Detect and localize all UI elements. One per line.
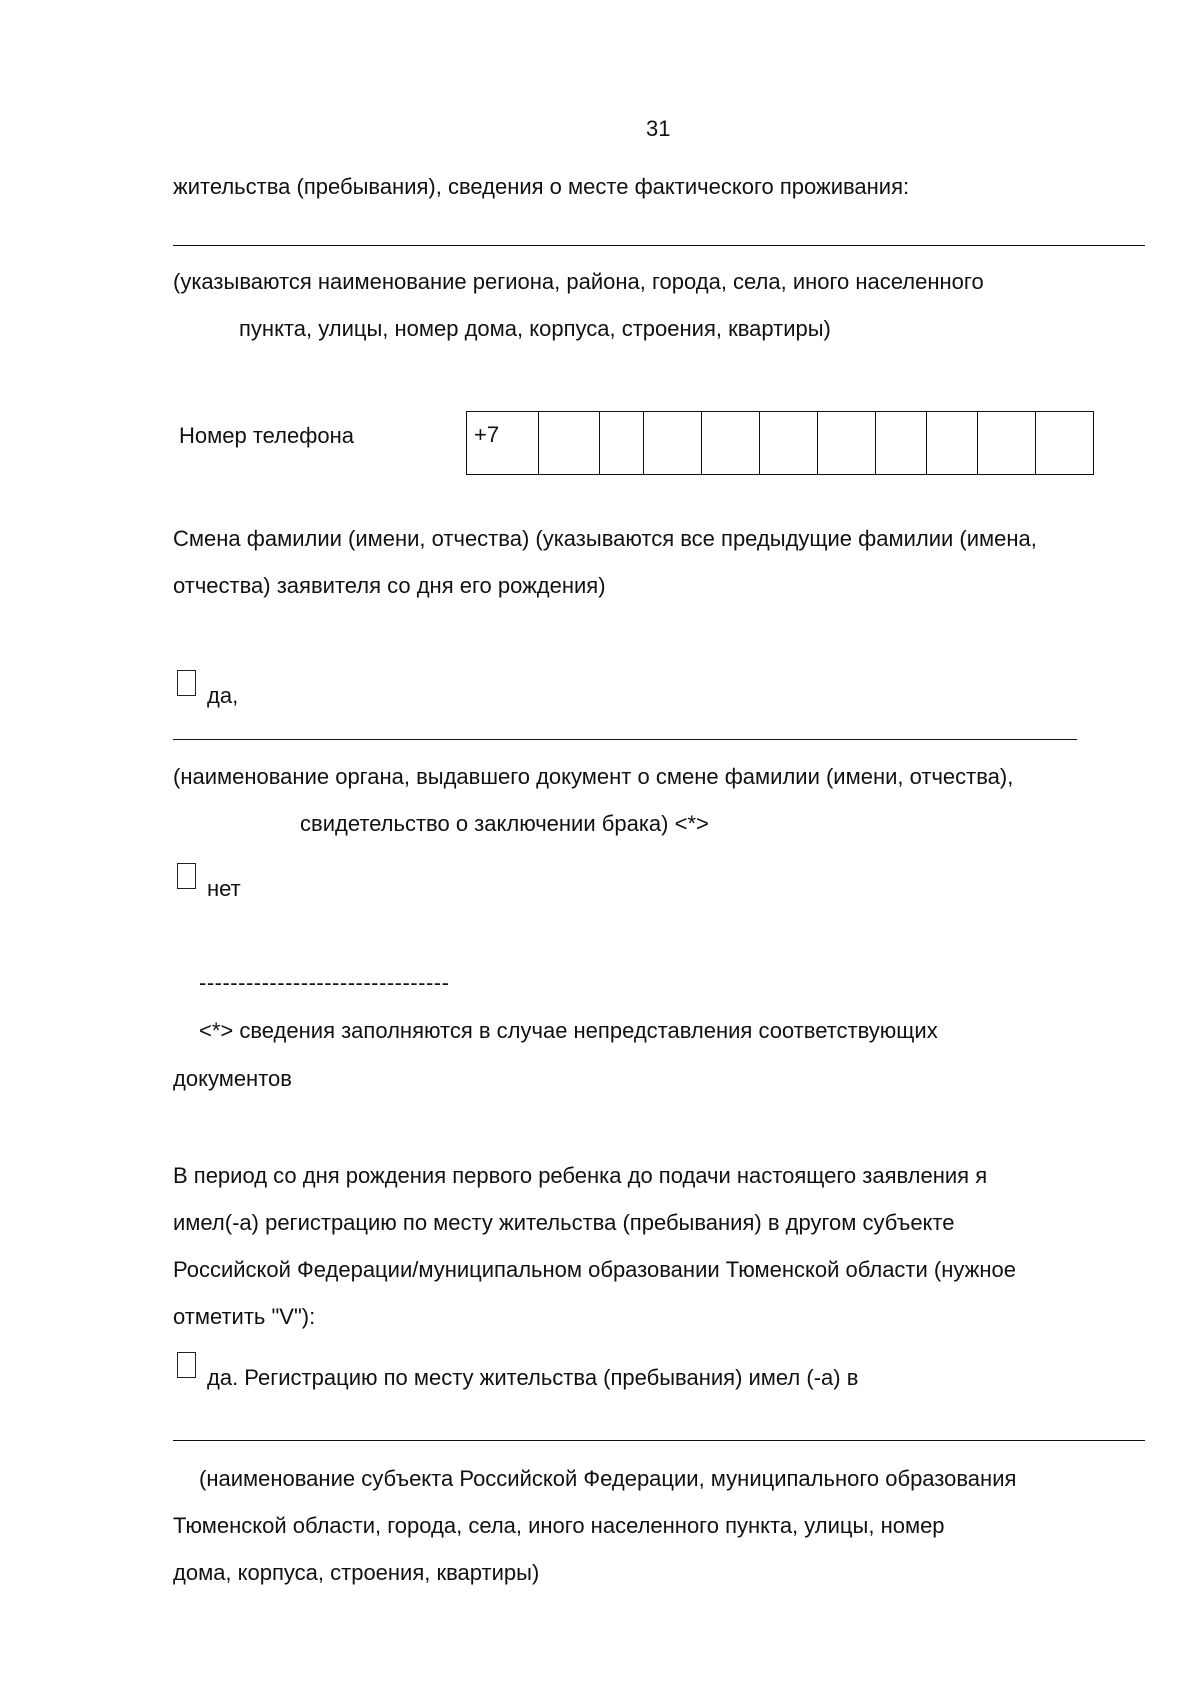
name-change-hint-line2: свидетельство о заключении брака) <*>: [300, 811, 709, 836]
footnote-separator: --------------------------------: [199, 970, 450, 995]
name-change-no-checkbox[interactable]: [177, 863, 196, 889]
name-change-hint-line1: (наименование органа, выдавшего документ о смене фамилии (имени, отчества),: [173, 764, 1014, 789]
footnote-text-line2: документов: [173, 1066, 292, 1091]
registration-hint-line3: дома, корпуса, строения, квартиры): [173, 1560, 540, 1585]
residence-text: жительства (пребывания), сведения о месте фактического проживания:: [173, 174, 910, 199]
residence-input-line[interactable]: [173, 245, 1145, 246]
phone-digit-cell[interactable]: [644, 412, 702, 475]
phone-digit-cell[interactable]: [539, 412, 600, 475]
name-change-input-line[interactable]: [173, 739, 1077, 740]
name-change-no-label: нет: [207, 876, 241, 901]
name-change-text-line1: Смена фамилии (имени, отчества) (указываются все предыдущие фамилии (имена,: [173, 526, 1037, 551]
footnote-text-line1: <*> сведения заполняются в случае непредставления соответствующих: [199, 1018, 938, 1043]
residence-hint-line1: (указываются наименование региона, района, города, села, иного населенного: [173, 269, 984, 294]
phone-digit-cell[interactable]: [927, 412, 978, 475]
phone-digit-cell[interactable]: [600, 412, 644, 475]
name-change-yes-label: да,: [207, 683, 239, 708]
phone-digit-cell[interactable]: [760, 412, 818, 475]
phone-digit-cell[interactable]: [702, 412, 760, 475]
registration-text-line1: В период со дня рождения первого ребенка до подачи настоящего заявления я: [173, 1163, 988, 1188]
phone-label: Номер телефона: [179, 423, 354, 448]
registration-input-line[interactable]: [173, 1440, 1145, 1441]
registration-yes-checkbox[interactable]: [177, 1352, 196, 1378]
registration-hint-line1: (наименование субъекта Российской Федерации, муниципального образования: [199, 1466, 1017, 1491]
phone-input-grid: [466, 411, 1094, 475]
registration-hint-line2: Тюменской области, города, села, иного населенного пункта, улицы, номер: [173, 1513, 945, 1538]
name-change-text-line2: отчества) заявителя со дня его рождения): [173, 573, 606, 598]
page-number: 31: [646, 116, 671, 141]
registration-yes-label: да. Регистрацию по месту жительства (пребывания) имел (-а) в: [207, 1365, 859, 1390]
phone-digit-cell[interactable]: [818, 412, 876, 475]
phone-prefix-cell: +7: [467, 412, 539, 475]
phone-digit-cell[interactable]: [978, 412, 1036, 475]
registration-text-line2: имел(-а) регистрацию по месту жительства (пребывания) в другом субъекте: [173, 1210, 955, 1235]
registration-text-line4: отметить "V"):: [173, 1304, 316, 1329]
phone-digit-cell[interactable]: [876, 412, 927, 475]
residence-hint-line2: пункта, улицы, номер дома, корпуса, строения, квартиры): [239, 316, 831, 341]
phone-digit-cell[interactable]: [1036, 412, 1094, 475]
name-change-yes-checkbox[interactable]: [177, 670, 196, 696]
registration-text-line3: Российской Федерации/муниципальном образовании Тюменской области (нужное: [173, 1257, 1016, 1282]
